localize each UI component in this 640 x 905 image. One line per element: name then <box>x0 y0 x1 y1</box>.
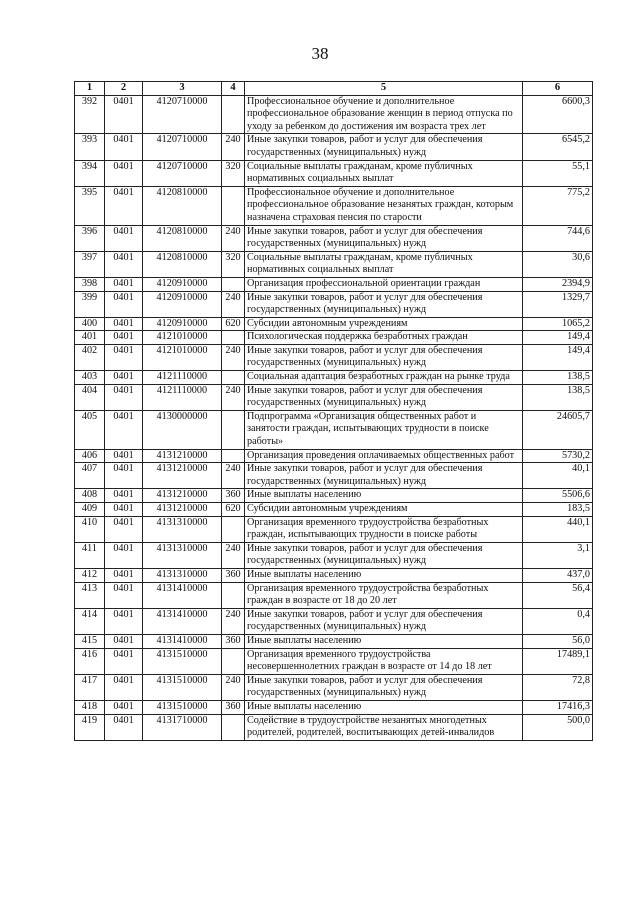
target-article-code: 4120810000 <box>143 251 222 277</box>
expense-name: Организация временного трудоустройства безработных граждан, испытывающих трудности в поиске работы <box>245 516 523 542</box>
amount: 149,4 <box>523 344 593 370</box>
table-row <box>75 700 593 714</box>
expense-name: Организация временного трудоустройства безработных граждан в возрасте от 18 до 20 лет <box>245 582 523 608</box>
table-row <box>75 503 593 517</box>
section-code: 0401 <box>105 251 143 277</box>
amount: 5730,2 <box>523 449 593 463</box>
amount: 30,6 <box>523 251 593 277</box>
row-number: 392 <box>75 95 105 134</box>
expense-type-code <box>222 516 245 542</box>
table-row <box>75 251 593 277</box>
row-number: 411 <box>75 542 105 568</box>
target-article-code: 4131210000 <box>143 463 222 489</box>
expense-name: Психологическая поддержка безработных граждан <box>245 331 523 345</box>
target-article-code: 4131510000 <box>143 674 222 700</box>
amount: 5506,6 <box>523 489 593 503</box>
row-number: 412 <box>75 568 105 582</box>
expense-type-code: 240 <box>222 291 245 317</box>
section-code: 0401 <box>105 317 143 331</box>
expense-type-code: 320 <box>222 160 245 186</box>
expense-name: Иные выплаты населению <box>245 568 523 582</box>
expense-name: Иные закупки товаров, работ и услуг для обеспечения государственных (муниципальных) нужд <box>245 542 523 568</box>
expense-name: Социальные выплаты гражданам, кроме публичных нормативных социальных выплат <box>245 160 523 186</box>
amount: 72,8 <box>523 674 593 700</box>
table-row <box>75 344 593 370</box>
section-code: 0401 <box>105 608 143 634</box>
table-row <box>75 608 593 634</box>
section-code: 0401 <box>105 186 143 225</box>
row-number: 419 <box>75 714 105 740</box>
target-article-code: 4130000000 <box>143 410 222 449</box>
expense-type-code: 240 <box>222 134 245 160</box>
amount: 437,0 <box>523 568 593 582</box>
header-col-5: 5 <box>245 82 523 96</box>
amount: 56,4 <box>523 582 593 608</box>
row-number: 414 <box>75 608 105 634</box>
target-article-code: 4120710000 <box>143 95 222 134</box>
amount: 440,1 <box>523 516 593 542</box>
expense-name: Иные закупки товаров, работ и услуг для обеспечения государственных (муниципальных) нужд <box>245 463 523 489</box>
section-code: 0401 <box>105 516 143 542</box>
section-code: 0401 <box>105 291 143 317</box>
table-row <box>75 371 593 385</box>
amount: 0,4 <box>523 608 593 634</box>
target-article-code: 4120810000 <box>143 225 222 251</box>
table-row <box>75 160 593 186</box>
table-row <box>75 410 593 449</box>
section-code: 0401 <box>105 568 143 582</box>
amount: 138,5 <box>523 384 593 410</box>
expense-name: Субсидии автономным учреждениям <box>245 317 523 331</box>
target-article-code: 4131710000 <box>143 714 222 740</box>
expense-type-code: 240 <box>222 463 245 489</box>
section-code: 0401 <box>105 384 143 410</box>
expense-name: Иные закупки товаров, работ и услуг для обеспечения государственных (муниципальных) нужд <box>245 134 523 160</box>
amount: 6600,3 <box>523 95 593 134</box>
table-row <box>75 634 593 648</box>
expense-type-code: 620 <box>222 317 245 331</box>
amount: 2394,9 <box>523 277 593 291</box>
amount: 744,6 <box>523 225 593 251</box>
table-row <box>75 277 593 291</box>
expense-name: Иные закупки товаров, работ и услуг для обеспечения государственных (муниципальных) нужд <box>245 674 523 700</box>
table-row <box>75 384 593 410</box>
expense-type-code: 360 <box>222 489 245 503</box>
expense-type-code <box>222 277 245 291</box>
expense-type-code: 240 <box>222 384 245 410</box>
section-code: 0401 <box>105 410 143 449</box>
header-col-3: 3 <box>143 82 222 96</box>
row-number: 416 <box>75 648 105 674</box>
row-number: 401 <box>75 331 105 345</box>
expense-name: Иные выплаты населению <box>245 634 523 648</box>
target-article-code: 4121110000 <box>143 371 222 385</box>
section-code: 0401 <box>105 634 143 648</box>
amount: 183,5 <box>523 503 593 517</box>
budget-table <box>74 81 593 741</box>
expense-type-code: 240 <box>222 542 245 568</box>
target-article-code: 4131210000 <box>143 503 222 517</box>
expense-name: Иные закупки товаров, работ и услуг для обеспечения государственных (муниципальных) нужд <box>245 291 523 317</box>
amount: 1329,7 <box>523 291 593 317</box>
row-number: 397 <box>75 251 105 277</box>
section-code: 0401 <box>105 225 143 251</box>
amount: 138,5 <box>523 371 593 385</box>
expense-type-code: 320 <box>222 251 245 277</box>
amount: 149,4 <box>523 331 593 345</box>
section-code: 0401 <box>105 371 143 385</box>
expense-type-code <box>222 449 245 463</box>
row-number: 410 <box>75 516 105 542</box>
table-row <box>75 582 593 608</box>
expense-name: Подпрограмма «Организация общественных работ и занятости граждан, испытывающих трудности в поиске работы» <box>245 410 523 449</box>
section-code: 0401 <box>105 463 143 489</box>
expense-type-code <box>222 95 245 134</box>
expense-type-code <box>222 186 245 225</box>
amount: 56,0 <box>523 634 593 648</box>
amount: 24605,7 <box>523 410 593 449</box>
target-article-code: 4121010000 <box>143 344 222 370</box>
amount: 1065,2 <box>523 317 593 331</box>
section-code: 0401 <box>105 542 143 568</box>
target-article-code: 4131310000 <box>143 568 222 582</box>
amount: 17416,3 <box>523 700 593 714</box>
expense-name: Профессиональное обучение и дополнительное профессиональное образование женщин в период отпуска по уходу за ребенком до достижения им возраста трех лет <box>245 95 523 134</box>
table-row <box>75 449 593 463</box>
row-number: 398 <box>75 277 105 291</box>
row-number: 407 <box>75 463 105 489</box>
expense-type-code <box>222 371 245 385</box>
row-number: 408 <box>75 489 105 503</box>
header-col-4: 4 <box>222 82 245 96</box>
row-number: 404 <box>75 384 105 410</box>
row-number: 395 <box>75 186 105 225</box>
amount: 3,1 <box>523 542 593 568</box>
row-number: 415 <box>75 634 105 648</box>
expense-name: Иные закупки товаров, работ и услуг для обеспечения государственных (муниципальных) нужд <box>245 344 523 370</box>
expense-type-code: 360 <box>222 568 245 582</box>
table-row <box>75 331 593 345</box>
section-code: 0401 <box>105 714 143 740</box>
row-number: 406 <box>75 449 105 463</box>
target-article-code: 4131410000 <box>143 582 222 608</box>
table-row <box>75 648 593 674</box>
target-article-code: 4131210000 <box>143 489 222 503</box>
section-code: 0401 <box>105 449 143 463</box>
target-article-code: 4131410000 <box>143 634 222 648</box>
expense-name: Организация временного трудоустройства несовершеннолетних граждан в возрасте от 14 до 18 лет <box>245 648 523 674</box>
target-article-code: 4131510000 <box>143 648 222 674</box>
section-code: 0401 <box>105 277 143 291</box>
expense-name: Иные выплаты населению <box>245 489 523 503</box>
expense-type-code <box>222 582 245 608</box>
row-number: 403 <box>75 371 105 385</box>
expense-name: Иные закупки товаров, работ и услуг для обеспечения государственных (муниципальных) нужд <box>245 384 523 410</box>
target-article-code: 4120910000 <box>143 317 222 331</box>
table-row <box>75 489 593 503</box>
row-number: 393 <box>75 134 105 160</box>
row-number: 399 <box>75 291 105 317</box>
amount: 55,1 <box>523 160 593 186</box>
section-code: 0401 <box>105 160 143 186</box>
section-code: 0401 <box>105 648 143 674</box>
row-number: 394 <box>75 160 105 186</box>
target-article-code: 4121010000 <box>143 331 222 345</box>
header-col-6: 6 <box>523 82 593 96</box>
target-article-code: 4120710000 <box>143 134 222 160</box>
expense-type-code <box>222 410 245 449</box>
target-article-code: 4131310000 <box>143 542 222 568</box>
section-code: 0401 <box>105 95 143 134</box>
section-code: 0401 <box>105 700 143 714</box>
expense-name: Иные закупки товаров, работ и услуг для обеспечения государственных (муниципальных) нужд <box>245 608 523 634</box>
expense-type-code: 360 <box>222 634 245 648</box>
table-row <box>75 291 593 317</box>
table-header-row <box>75 82 593 96</box>
expense-type-code <box>222 331 245 345</box>
target-article-code: 4131210000 <box>143 449 222 463</box>
expense-name: Профессиональное обучение и дополнительное профессиональное образование незанятых граждан, которым назначена страховая пенсия по старости <box>245 186 523 225</box>
table-row <box>75 714 593 740</box>
table-row <box>75 317 593 331</box>
section-code: 0401 <box>105 674 143 700</box>
expense-type-code: 240 <box>222 608 245 634</box>
expense-name: Иные выплаты населению <box>245 700 523 714</box>
table-row <box>75 95 593 134</box>
header-col-1: 1 <box>75 82 105 96</box>
expense-name: Социальная адаптация безработных граждан на рынке труда <box>245 371 523 385</box>
amount: 775,2 <box>523 186 593 225</box>
row-number: 417 <box>75 674 105 700</box>
table-row <box>75 516 593 542</box>
row-number: 413 <box>75 582 105 608</box>
table-row <box>75 134 593 160</box>
target-article-code: 4120810000 <box>143 186 222 225</box>
row-number: 405 <box>75 410 105 449</box>
target-article-code: 4120710000 <box>143 160 222 186</box>
target-article-code: 4131510000 <box>143 700 222 714</box>
expense-type-code: 240 <box>222 344 245 370</box>
expense-name: Содействие в трудоустройстве незанятых многодетных родителей, родителей, воспитывающих детей-инвалидов <box>245 714 523 740</box>
target-article-code: 4131410000 <box>143 608 222 634</box>
expense-type-code <box>222 714 245 740</box>
expense-name: Социальные выплаты гражданам, кроме публичных нормативных социальных выплат <box>245 251 523 277</box>
section-code: 0401 <box>105 503 143 517</box>
section-code: 0401 <box>105 582 143 608</box>
table-row <box>75 542 593 568</box>
expense-name: Субсидии автономным учреждениям <box>245 503 523 517</box>
expense-type-code: 240 <box>222 225 245 251</box>
row-number: 402 <box>75 344 105 370</box>
expense-type-code: 620 <box>222 503 245 517</box>
expense-type-code: 360 <box>222 700 245 714</box>
amount: 6545,2 <box>523 134 593 160</box>
header-col-2: 2 <box>105 82 143 96</box>
row-number: 400 <box>75 317 105 331</box>
amount: 500,0 <box>523 714 593 740</box>
target-article-code: 4121110000 <box>143 384 222 410</box>
target-article-code: 4120910000 <box>143 291 222 317</box>
target-article-code: 4131310000 <box>143 516 222 542</box>
row-number: 418 <box>75 700 105 714</box>
table-row <box>75 568 593 582</box>
row-number: 396 <box>75 225 105 251</box>
page-number: 38 <box>311 44 329 63</box>
expense-name: Организация проведения оплачиваемых общественных работ <box>245 449 523 463</box>
section-code: 0401 <box>105 331 143 345</box>
table-row <box>75 463 593 489</box>
amount: 17489,1 <box>523 648 593 674</box>
section-code: 0401 <box>105 489 143 503</box>
row-number: 409 <box>75 503 105 517</box>
expense-type-code <box>222 648 245 674</box>
expense-type-code: 240 <box>222 674 245 700</box>
target-article-code: 4120910000 <box>143 277 222 291</box>
table-row <box>75 186 593 225</box>
section-code: 0401 <box>105 134 143 160</box>
table-row <box>75 225 593 251</box>
amount: 40,1 <box>523 463 593 489</box>
expense-name: Иные закупки товаров, работ и услуг для обеспечения государственных (муниципальных) нужд <box>245 225 523 251</box>
expense-name: Организация профессиональной ориентации граждан <box>245 277 523 291</box>
table-row <box>75 674 593 700</box>
section-code: 0401 <box>105 344 143 370</box>
